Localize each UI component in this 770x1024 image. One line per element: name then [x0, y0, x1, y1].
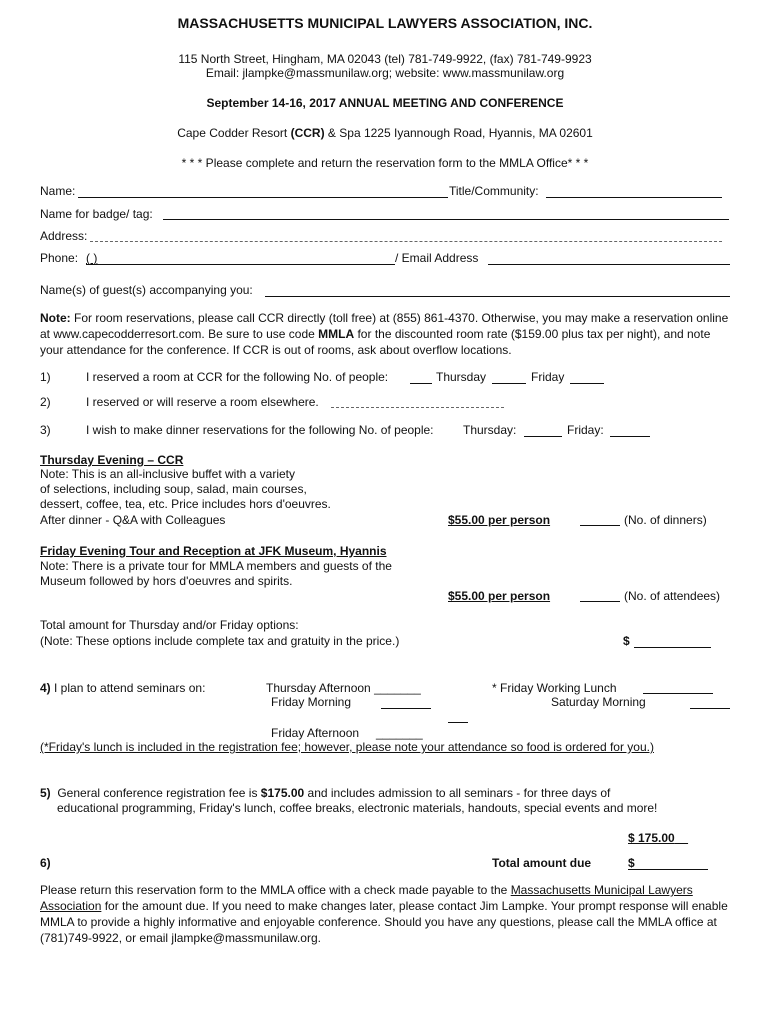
seminar-friday-afternoon: Friday Afternoon	[271, 726, 360, 740]
email-label: / Email Address	[395, 251, 479, 265]
thursday-note-2: of selections, including soup, salad, main courses,	[40, 482, 307, 496]
options-total-field[interactable]	[634, 647, 711, 648]
org-title: MASSACHUSETTS MUNICIPAL LAWYERS ASSOCIATION, INC.	[177, 15, 593, 31]
phone-area-code[interactable]: ( )	[86, 251, 98, 265]
seminar-saturday-morning: Saturday Morning	[551, 695, 646, 709]
guests-field[interactable]	[265, 296, 730, 297]
item-3-friday-field[interactable]	[610, 436, 650, 437]
payee-name: Massachusetts Municipal Lawyers Association	[40, 883, 693, 913]
item-3-text: I wish to make dinner reservations for the following No. of people:	[86, 423, 434, 437]
fee-text-2: and includes admission to all seminars - for three days of	[304, 786, 611, 800]
guests-label: Name(s) of guest(s) accompanying you:	[40, 283, 253, 297]
fee-text-1: General conference registration fee is	[57, 786, 261, 800]
thursday-price: $55.00 per person	[448, 513, 551, 527]
friday-note-1: Note: There is a private tour for MMLA members and guests of the	[40, 559, 392, 573]
friday-title: Friday Evening Tour and Reception at JFK Museum, Hyannis	[40, 544, 387, 558]
venue-address: & Spa 1225 Iyannough Road, Hyannis, MA 02601	[324, 126, 593, 140]
fee-amount-pad	[675, 831, 688, 845]
options-total-note: (Note: These options include complete tax and gratuity in the price.)	[40, 634, 400, 648]
item-1-people-field[interactable]	[410, 383, 432, 384]
total-dollar-sign: $	[628, 856, 635, 870]
closing-text-1: Please return this reservation form to the MMLA office with a check made payable to the	[40, 883, 511, 897]
friday-price: $55.00 per person	[448, 589, 551, 603]
total-amount-field[interactable]	[628, 869, 708, 870]
fee-line-1	[40, 786, 610, 801]
address-field[interactable]	[90, 241, 722, 242]
name-field[interactable]	[78, 197, 448, 198]
venue-name: Cape Codder Resort	[177, 126, 291, 140]
fee-amount	[628, 831, 688, 846]
thursday-note-3: dessert, coffee, tea, etc. Price includes hors d'oeuvres.	[40, 497, 331, 511]
org-address: 115 North Street, Hingham, MA 02043 (tel) 781-749-9922, (fax) 781-749-9923	[178, 52, 592, 66]
email-field[interactable]	[488, 264, 730, 265]
item-1-thursday-field[interactable]	[492, 383, 526, 384]
item-3-friday-label: Friday:	[567, 423, 604, 437]
badge-field[interactable]	[163, 219, 729, 220]
note-label: Note:	[40, 311, 71, 325]
friday-count-label: (No. of attendees)	[624, 589, 721, 603]
phone-label: Phone:	[40, 251, 79, 265]
org-contact: Email: jlampke@massmunilaw.org; website: www.massmunilaw.org	[205, 66, 565, 80]
venue-code: (CCR)	[290, 126, 325, 140]
address-label: Address:	[40, 229, 88, 243]
item-3-thursday-field[interactable]	[524, 436, 562, 437]
item-2-text: I reserved or will reserve a room elsewhere.	[86, 395, 319, 409]
item-2-field[interactable]	[331, 407, 504, 408]
thursday-note-1: Note: This is an all-inclusive buffet with a variety	[40, 467, 296, 481]
seminar-friday-morning-field[interactable]	[381, 708, 431, 709]
seminar-thursday-afternoon[interactable]: Thursday Afternoon _______	[266, 681, 421, 695]
thursday-title: Thursday Evening – CCR	[40, 453, 184, 467]
seminar-friday-afternoon-field[interactable]: _______	[376, 726, 423, 740]
seminar-friday-lunch: * Friday Working Lunch	[492, 681, 617, 695]
badge-label: Name for badge/ tag:	[40, 207, 153, 221]
lunch-footnote: (*Friday's lunch is included in the registration fee; however, please note your attendance so food is ordered for you.)	[40, 740, 654, 754]
item-1-friday-field[interactable]	[570, 383, 604, 384]
closing-text-2: for the amount due. If you need to make changes later, please contact Jim Lampke. Your prompt response will enable MMLA to provide a highly informative and enjoyable conference. Should you have any questions, please call the MMLA office at (781)749-9922, or email jlampke@massmunilaw.org.	[40, 899, 728, 945]
options-dollar-sign: $	[623, 634, 630, 648]
seminar-friday-lunch-field[interactable]	[643, 693, 713, 694]
venue-line	[0, 126, 770, 141]
closing-paragraph	[40, 882, 732, 946]
friday-note-2: Museum followed by hors d'oeuvres and spirits.	[40, 574, 293, 588]
item-2-number: 2)	[40, 395, 51, 409]
fee-number: 5)	[40, 786, 51, 800]
seminar-extra-field[interactable]	[448, 722, 468, 723]
fee-amount-value: $ 175.00	[628, 831, 675, 845]
fee-amount-bold: $175.00	[260, 786, 305, 800]
item-1-text: I reserved a room at CCR for the following No. of people:	[86, 370, 389, 384]
title-field[interactable]	[546, 197, 722, 198]
thursday-dinners-field[interactable]	[580, 525, 620, 526]
friday-attendees-field[interactable]	[580, 601, 620, 602]
item-1-thursday-label: Thursday	[436, 370, 487, 384]
total-number: 6)	[40, 856, 51, 870]
seminars-label	[40, 681, 205, 696]
discount-code: MMLA	[318, 327, 355, 341]
item-3-thursday-label: Thursday:	[463, 423, 517, 437]
thursday-count-label: (No. of dinners)	[624, 513, 707, 527]
return-instruction: * * * Please complete and return the reservation form to the MMLA Office* * *	[181, 156, 589, 170]
name-label: Name:	[40, 184, 76, 198]
seminars-text: I plan to attend seminars on:	[50, 681, 206, 695]
item-3-number: 3)	[40, 423, 51, 437]
title-label: Title/Community:	[449, 184, 539, 198]
event-title: September 14-16, 2017 ANNUAL MEETING AND CONFERENCE	[206, 96, 564, 110]
room-note	[40, 310, 730, 358]
seminar-saturday-morning-field[interactable]	[690, 708, 730, 709]
seminar-friday-morning: Friday Morning	[271, 695, 352, 709]
seminars-number: 4)	[40, 681, 51, 695]
item-1-friday-label: Friday	[531, 370, 565, 384]
note-text-1: For room reservations, please call CCR directly (toll free) at (855) 861-4370. Otherwise, you may make a reservation online at www.capecodderresort.com. Be sure to use code	[40, 311, 729, 341]
note-text-2: for the discounted room rate ($159.00 plus tax per night), and note your attendance for the conference. If CCR is out of rooms, ask about overflow locations.	[40, 327, 711, 357]
total-label: Total amount due	[492, 856, 592, 870]
phone-field[interactable]	[86, 264, 395, 265]
options-total-label: Total amount for Thursday and/or Friday options:	[40, 618, 299, 632]
fee-line-2: educational programming, Friday's lunch, coffee breaks, electronic materials, handouts, special events and more!	[57, 801, 658, 815]
thursday-note-4: After dinner - Q&A with Colleagues	[40, 513, 226, 527]
item-1-number: 1)	[40, 370, 51, 384]
